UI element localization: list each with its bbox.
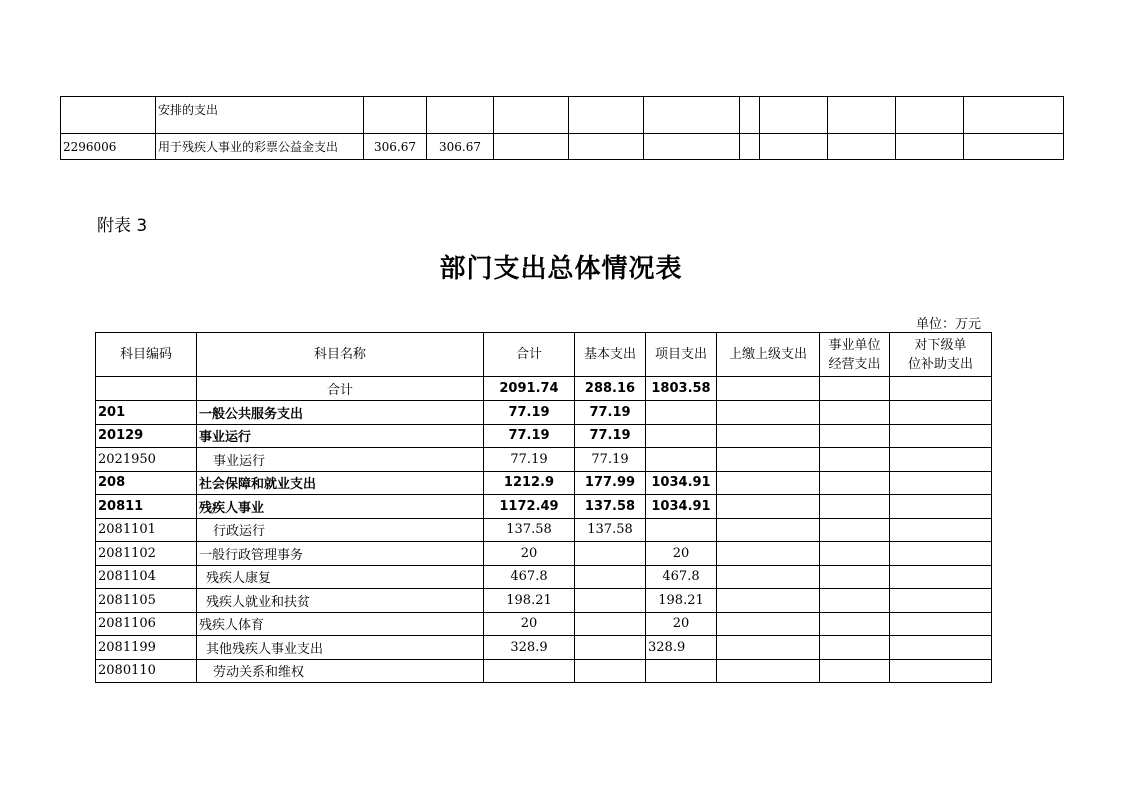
code-cell: 2296006 [61, 134, 156, 160]
header-basic: 基本支出 [575, 333, 646, 377]
empty-cell [717, 495, 820, 519]
empty-cell [890, 542, 992, 566]
table-row [61, 97, 1064, 134]
empty-cell [717, 401, 820, 425]
table-row [61, 134, 1064, 160]
empty-cell [820, 448, 890, 472]
empty-cell [717, 659, 820, 683]
name-cell: 安排的支出 [156, 97, 364, 134]
total-cell: 198.21 [484, 589, 575, 613]
basic-cell: 288.16 [575, 377, 646, 401]
code-cell: 201 [96, 401, 197, 425]
code-cell: 208 [96, 471, 197, 495]
basic-cell [575, 612, 646, 636]
name-cell: 残疾人康复 [197, 565, 484, 589]
basic-cell: 306.67 [427, 134, 494, 160]
empty-cell [760, 134, 828, 160]
code-cell: 2081105 [96, 589, 197, 613]
code-cell: 2021950 [96, 448, 197, 472]
name-cell: 劳动关系和维权 [197, 659, 484, 683]
expenditure-table [95, 332, 992, 683]
empty-cell [890, 518, 992, 542]
total-cell: 1212.9 [484, 471, 575, 495]
name-cell: 事业运行 [197, 448, 484, 472]
total-cell: 77.19 [484, 448, 575, 472]
empty-cell [717, 424, 820, 448]
total-cell [364, 97, 427, 134]
header-name: 科目名称 [197, 333, 484, 377]
empty-cell [964, 134, 1064, 160]
empty-cell [717, 589, 820, 613]
empty-cell [828, 97, 896, 134]
basic-cell [575, 589, 646, 613]
empty-cell [820, 612, 890, 636]
total-cell: 306.67 [364, 134, 427, 160]
total-cell: 20 [484, 542, 575, 566]
name-cell: 一般行政管理事务 [197, 542, 484, 566]
empty-cell [890, 377, 992, 401]
empty-cell [494, 97, 569, 134]
empty-cell [820, 401, 890, 425]
header-subsidy-line1: 对下级单 [914, 337, 967, 353]
table-row [96, 565, 992, 589]
total-cell: 77.19 [484, 424, 575, 448]
table-row [96, 659, 992, 683]
project-cell: 20 [646, 612, 717, 636]
total-row [96, 377, 992, 401]
basic-cell: 137.58 [575, 518, 646, 542]
empty-cell [494, 134, 569, 160]
table-body [96, 401, 992, 683]
basic-cell: 77.19 [575, 401, 646, 425]
basic-cell [575, 542, 646, 566]
name-cell: 残疾人就业和扶贫 [197, 589, 484, 613]
empty-cell [717, 377, 820, 401]
table-row [96, 542, 992, 566]
code-cell: 2081102 [96, 542, 197, 566]
empty-cell [740, 97, 760, 134]
table-row [96, 589, 992, 613]
empty-cell [820, 636, 890, 660]
page-title: 部门支出总体情况表 [439, 254, 683, 284]
name-cell: 事业运行 [197, 424, 484, 448]
project-cell [646, 401, 717, 425]
empty-cell [890, 495, 992, 519]
header-project: 项目支出 [646, 333, 717, 377]
empty-cell [820, 589, 890, 613]
empty-cell [717, 636, 820, 660]
empty-cell [717, 471, 820, 495]
empty-cell [760, 97, 828, 134]
empty-cell [717, 542, 820, 566]
empty-cell [644, 97, 740, 134]
project-cell: 198.21 [646, 589, 717, 613]
code-cell: 2081199 [96, 636, 197, 660]
table-row [96, 636, 992, 660]
empty-cell [890, 424, 992, 448]
empty-cell [569, 97, 644, 134]
code-cell: 20129 [96, 424, 197, 448]
empty-cell [644, 134, 740, 160]
empty-cell [890, 612, 992, 636]
project-cell: 1034.91 [646, 495, 717, 519]
table-row [96, 518, 992, 542]
code-cell: 2081104 [96, 565, 197, 589]
project-cell: 467.8 [646, 565, 717, 589]
empty-cell [890, 565, 992, 589]
annex-label: 附表 3 [97, 216, 148, 236]
basic-cell: 77.19 [575, 448, 646, 472]
header-code: 科目编码 [96, 333, 197, 377]
empty-cell [820, 659, 890, 683]
empty-cell [820, 542, 890, 566]
basic-cell [427, 97, 494, 134]
empty-cell [890, 471, 992, 495]
basic-cell [575, 636, 646, 660]
empty-cell [890, 589, 992, 613]
project-cell [646, 448, 717, 472]
table-row [96, 401, 992, 425]
empty-cell [964, 97, 1064, 134]
header-upper: 上缴上级支出 [717, 333, 820, 377]
empty-cell [717, 518, 820, 542]
basic-cell: 177.99 [575, 471, 646, 495]
name-cell: 合计 [197, 377, 484, 401]
empty-cell [717, 448, 820, 472]
header-business-line1: 事业单位 [828, 337, 881, 353]
empty-cell [717, 612, 820, 636]
total-cell: 328.9 [484, 636, 575, 660]
total-cell: 77.19 [484, 401, 575, 425]
total-cell: 20 [484, 612, 575, 636]
empty-cell [828, 134, 896, 160]
name-cell: 行政运行 [197, 518, 484, 542]
empty-cell [820, 565, 890, 589]
header-business [820, 333, 890, 377]
basic-cell: 77.19 [575, 424, 646, 448]
project-cell: 1803.58 [646, 377, 717, 401]
total-cell: 467.8 [484, 565, 575, 589]
empty-cell [740, 134, 760, 160]
name-cell: 残疾人体育 [197, 612, 484, 636]
project-cell [646, 518, 717, 542]
project-cell: 1034.91 [646, 471, 717, 495]
total-cell: 1172.49 [484, 495, 575, 519]
project-cell: 328.9 [646, 636, 717, 660]
code-cell [61, 97, 156, 134]
name-cell: 社会保障和就业支出 [197, 471, 484, 495]
project-cell: 20 [646, 542, 717, 566]
empty-cell [820, 424, 890, 448]
empty-cell [717, 565, 820, 589]
header-subsidy [890, 333, 992, 377]
empty-cell [890, 659, 992, 683]
code-cell: 2080110 [96, 659, 197, 683]
header-total: 合计 [484, 333, 575, 377]
unit-label: 单位：万元 [916, 317, 982, 332]
previous-table-continuation [60, 96, 1064, 160]
empty-cell [820, 471, 890, 495]
basic-cell [575, 565, 646, 589]
empty-cell [890, 448, 992, 472]
code-cell: 20811 [96, 495, 197, 519]
project-cell [646, 659, 717, 683]
total-cell [484, 659, 575, 683]
empty-cell [569, 134, 644, 160]
name-cell: 残疾人事业 [197, 495, 484, 519]
empty-cell [820, 495, 890, 519]
code-cell [96, 377, 197, 401]
empty-cell [896, 134, 964, 160]
empty-cell [890, 401, 992, 425]
table-row [96, 495, 992, 519]
header-business-line2: 经营支出 [828, 356, 881, 372]
empty-cell [820, 518, 890, 542]
name-cell: 一般公共服务支出 [197, 401, 484, 425]
table-row [96, 471, 992, 495]
code-cell: 2081106 [96, 612, 197, 636]
table-row [96, 424, 992, 448]
project-cell [646, 424, 717, 448]
name-cell: 其他残疾人事业支出 [197, 636, 484, 660]
basic-cell: 137.58 [575, 495, 646, 519]
total-cell: 2091.74 [484, 377, 575, 401]
header-subsidy-line2: 位补助支出 [907, 356, 973, 372]
total-cell: 137.58 [484, 518, 575, 542]
table-row [96, 612, 992, 636]
code-cell: 2081101 [96, 518, 197, 542]
name-cell: 用于残疾人事业的彩票公益金支出 [156, 134, 364, 160]
header-row [96, 333, 992, 377]
empty-cell [820, 377, 890, 401]
table-row [96, 448, 992, 472]
empty-cell [890, 636, 992, 660]
empty-cell [896, 97, 964, 134]
basic-cell [575, 659, 646, 683]
